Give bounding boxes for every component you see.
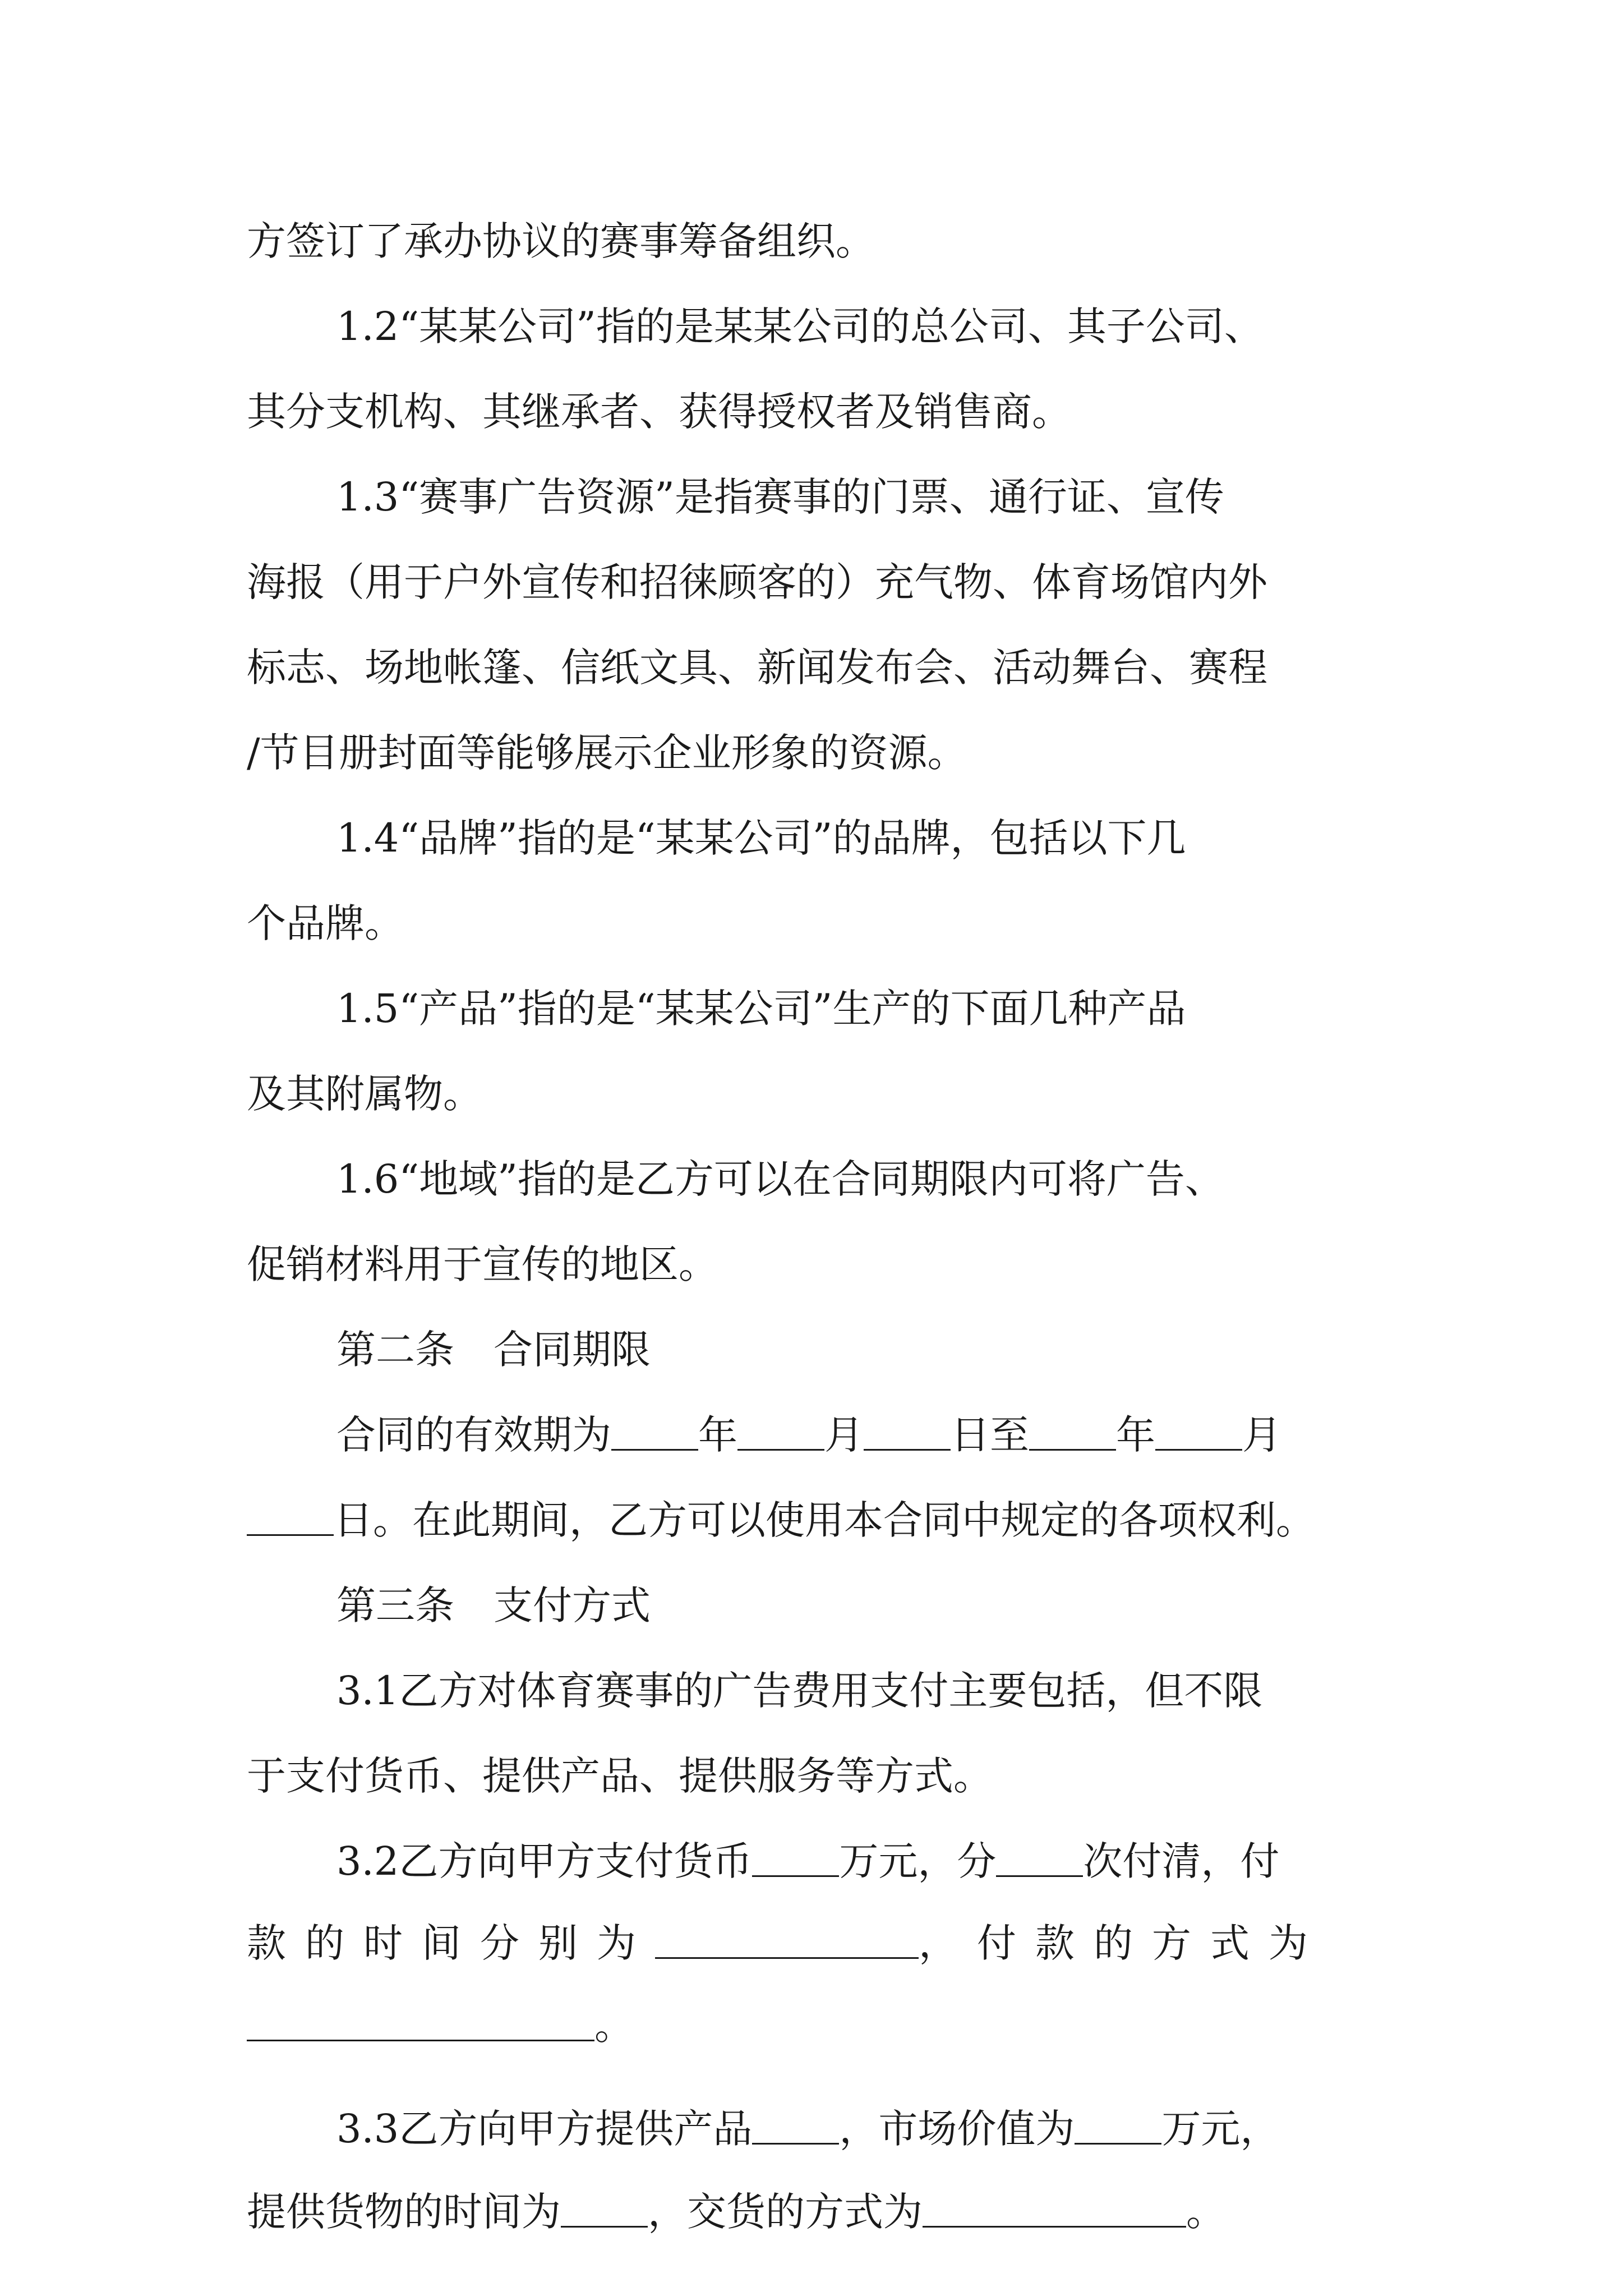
- text-line: 促销材料用于宣传的地区。: [247, 1241, 718, 1287]
- blank-field[interactable]: [1029, 1410, 1116, 1451]
- text-segment: ，交货的方式为: [648, 2189, 923, 2235]
- clause-3-1: 3.1乙方对体育赛事的广告费用支付主要包括，但不限: [336, 1668, 1263, 1714]
- text-segment: 万元，分: [839, 1838, 997, 1884]
- article-2-heading: 第二条 合同期限: [336, 1327, 651, 1373]
- blank-field[interactable]: [864, 1410, 951, 1451]
- blank-field[interactable]: [1155, 1410, 1242, 1451]
- text-segment: ，付款的方式为: [919, 1920, 1327, 1966]
- text-line: 其分支机构、其继承者、获得授权者及销售商。: [247, 389, 1071, 435]
- blank-field[interactable]: [923, 2187, 1186, 2228]
- text-line: 标志、场地帐篷、信纸文具、新闻发布会、活动舞台、赛程: [247, 645, 1267, 691]
- clause-3-2: [336, 1830, 1279, 1892]
- blank-field[interactable]: [1075, 2104, 1161, 2145]
- blank-field[interactable]: [737, 1410, 824, 1451]
- text-segment: 3.3乙方向甲方提供产品: [336, 2106, 753, 2152]
- clause-3-3: [336, 2098, 1279, 2160]
- clause-3-2-line-2: [247, 1912, 1327, 1974]
- text-segment: 合同的有效期为: [336, 1412, 611, 1458]
- clause-1-4: 1.4“品牌”指的是“某某公司”的品牌，包括以下几: [336, 815, 1186, 861]
- text-line: 海报（用于户外宣传和招徕顾客的）充气物、体育场馆内外: [247, 559, 1267, 605]
- text-segment: 日。在此期间，乙方可以使用本合同中规定的各项权利。: [334, 1497, 1315, 1543]
- text-segment: 日至: [951, 1412, 1029, 1458]
- contract-term-line-2: [247, 1489, 1315, 1551]
- text-segment: 提供货物的时间为: [247, 2189, 561, 2235]
- clause-3-2-line-3: [247, 1995, 634, 2056]
- blank-field[interactable]: [247, 2000, 594, 2041]
- clause-1-5: 1.5“产品”指的是“某某公司”生产的下面几种产品: [336, 986, 1186, 1032]
- text-line: 及其附属物。: [247, 1071, 482, 1117]
- article-3-heading: 第三条 支付方式: [336, 1582, 651, 1628]
- text-segment: 年: [1116, 1412, 1155, 1458]
- clause-1-6: 1.6“地域”指的是乙方可以在合同期限内可将广告、: [336, 1156, 1224, 1202]
- text-segment: 。: [1186, 2189, 1225, 2235]
- text-segment: 。: [594, 2003, 634, 2049]
- text-segment: 万元，: [1161, 2106, 1280, 2152]
- text-line: 方签订了承办协议的赛事筹备组织。: [247, 218, 875, 264]
- blank-field[interactable]: [655, 1918, 919, 1959]
- text-segment: 月: [1242, 1412, 1281, 1458]
- clause-3-3-line-2: [247, 2181, 1225, 2243]
- clause-1-2: 1.2“某某公司”指的是某某公司的总公司、其子公司、: [336, 303, 1264, 349]
- text-segment: ，市场价值为: [839, 2106, 1075, 2152]
- text-line: /节目册封面等能够展示企业形象的资源。: [247, 730, 967, 776]
- blank-field[interactable]: [561, 2187, 648, 2228]
- text-segment: 3.2乙方向甲方支付货币: [336, 1838, 753, 1884]
- blank-field[interactable]: [247, 1495, 334, 1536]
- text-segment: 月: [824, 1412, 864, 1458]
- clause-1-3: 1.3“赛事广告资源”是指赛事的门票、通行证、宣传: [336, 474, 1224, 520]
- contract-term-line: [336, 1404, 1281, 1466]
- text-segment: 款的时间分别为: [247, 1920, 655, 1966]
- text-line: 于支付货币、提供产品、提供服务等方式。: [247, 1753, 993, 1799]
- blank-field[interactable]: [752, 1836, 839, 1877]
- blank-field[interactable]: [996, 1836, 1083, 1877]
- blank-field[interactable]: [611, 1410, 698, 1451]
- text-line: 个品牌。: [247, 900, 404, 946]
- text-segment: 次付清，付: [1083, 1838, 1280, 1884]
- blank-field[interactable]: [752, 2104, 839, 2145]
- text-segment: 年: [698, 1412, 737, 1458]
